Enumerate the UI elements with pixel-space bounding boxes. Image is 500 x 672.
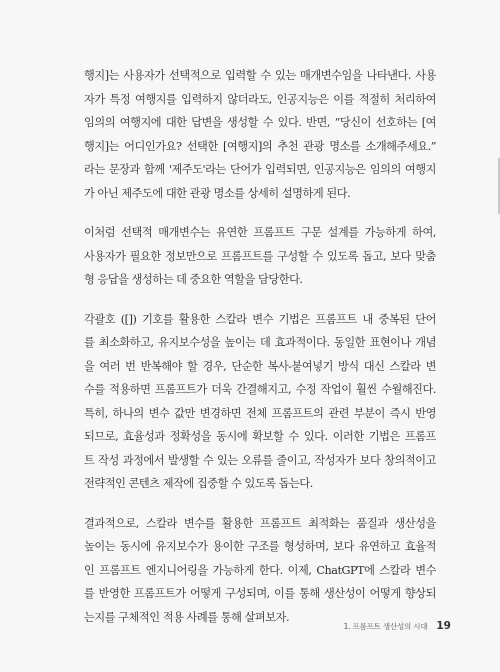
text-line: 는지를 구체적인 적용 사례를 통해 살펴보자. bbox=[84, 610, 290, 624]
text-line: 수를 적용하면 프롬프트가 더욱 간결해지고, 수정 작업이 훨씬 수월해진다. bbox=[84, 383, 436, 396]
text-line: 트 작성 과정에서 발생할 수 있는 오류를 줄이고, 작성자가 보다 창의적이고 bbox=[84, 453, 436, 467]
text-line: 형 응답을 생성하는 데 중요한 역할을 담당한다. bbox=[84, 273, 303, 286]
text-line: 각괄호 ([]) 기호를 활용한 스칼라 변수 기법은 프롬프트 내 중복된 단어 bbox=[84, 312, 436, 326]
running-head: 1. 프롬프트 생산성의 시대 bbox=[343, 622, 428, 631]
text-line: 이처럼 선택적 매개변수는 유연한 프롬프트 구문 설계를 가능하게 하여, bbox=[84, 226, 436, 239]
page-footer bbox=[344, 620, 451, 632]
text-line: 인 프롬프트 엔지니어링을 가능하게 한다. 이제, ChatGPT에 스칼라 변수 bbox=[84, 563, 436, 577]
text-line: 특히, 하나의 변수 값만 변경하면 전체 프롬프트의 관련 부분이 즉시 반영 bbox=[84, 406, 436, 420]
text-line: 을 여러 번 반복해야 할 경우, 단순한 복사-붙여넣기 방식 대신 스칼라 변 bbox=[84, 359, 436, 373]
body-text bbox=[84, 64, 436, 645]
text-line: 높이는 동시에 유지보수가 용이한 구조를 형성하며, 보다 유연하고 효율적 bbox=[84, 540, 436, 553]
text-line: 사용자가 필요한 정보만으로 프롬프트를 구성할 수 있도록 돕고, 보다 맞춤 bbox=[84, 249, 436, 263]
text-line: 행지]는 사용자가 선택적으로 입력할 수 있는 매개변수임을 나타낸다. 사용 bbox=[84, 69, 436, 82]
paragraph bbox=[84, 64, 436, 205]
text-line: 행지]는 어디인가요? 선택한 [여행지]의 추천 관광 명소를 소개해주세요.” bbox=[84, 139, 436, 153]
text-line: 를 최소화하고, 유지보수성을 높이는 데 효과적이다. 동일한 표현이나 개념 bbox=[84, 336, 436, 349]
text-line: 자가 특정 여행지를 입력하지 않더라도, 인공지능은 이를 적절히 처리하여 bbox=[84, 92, 436, 106]
text-line: 전략적인 콘텐츠 제작에 집중할 수 있도록 돕는다. bbox=[84, 477, 313, 490]
text-line: 임의의 여행지에 대한 답변을 생성할 수 있다. 반면, “당신이 선호하는 [여 bbox=[84, 116, 436, 129]
page-number: 19 bbox=[436, 620, 451, 632]
text-line: 결과적으로, 스칼라 변수를 활용한 프롬프트 최적화는 품질과 생산성을 bbox=[84, 516, 436, 530]
text-line: 를 반영한 프롬프트가 어떻게 구성되며, 이를 통해 생산성이 어떻게 향상되 bbox=[84, 587, 436, 600]
paragraph bbox=[84, 221, 436, 292]
paragraph bbox=[84, 512, 436, 630]
text-line: 라는 문장과 함께 '제주도'라는 단어가 입력되면, 인공지능은 임의의 여행지 bbox=[84, 163, 436, 176]
paragraph bbox=[84, 308, 436, 496]
text-line: 되므로, 효율성과 정확성을 동시에 확보할 수 있다. 이러한 기법은 프롬프 bbox=[84, 430, 436, 443]
text-line: 가 아닌 제주도에 대한 관광 명소를 상세히 설명하게 된다. bbox=[84, 186, 351, 200]
